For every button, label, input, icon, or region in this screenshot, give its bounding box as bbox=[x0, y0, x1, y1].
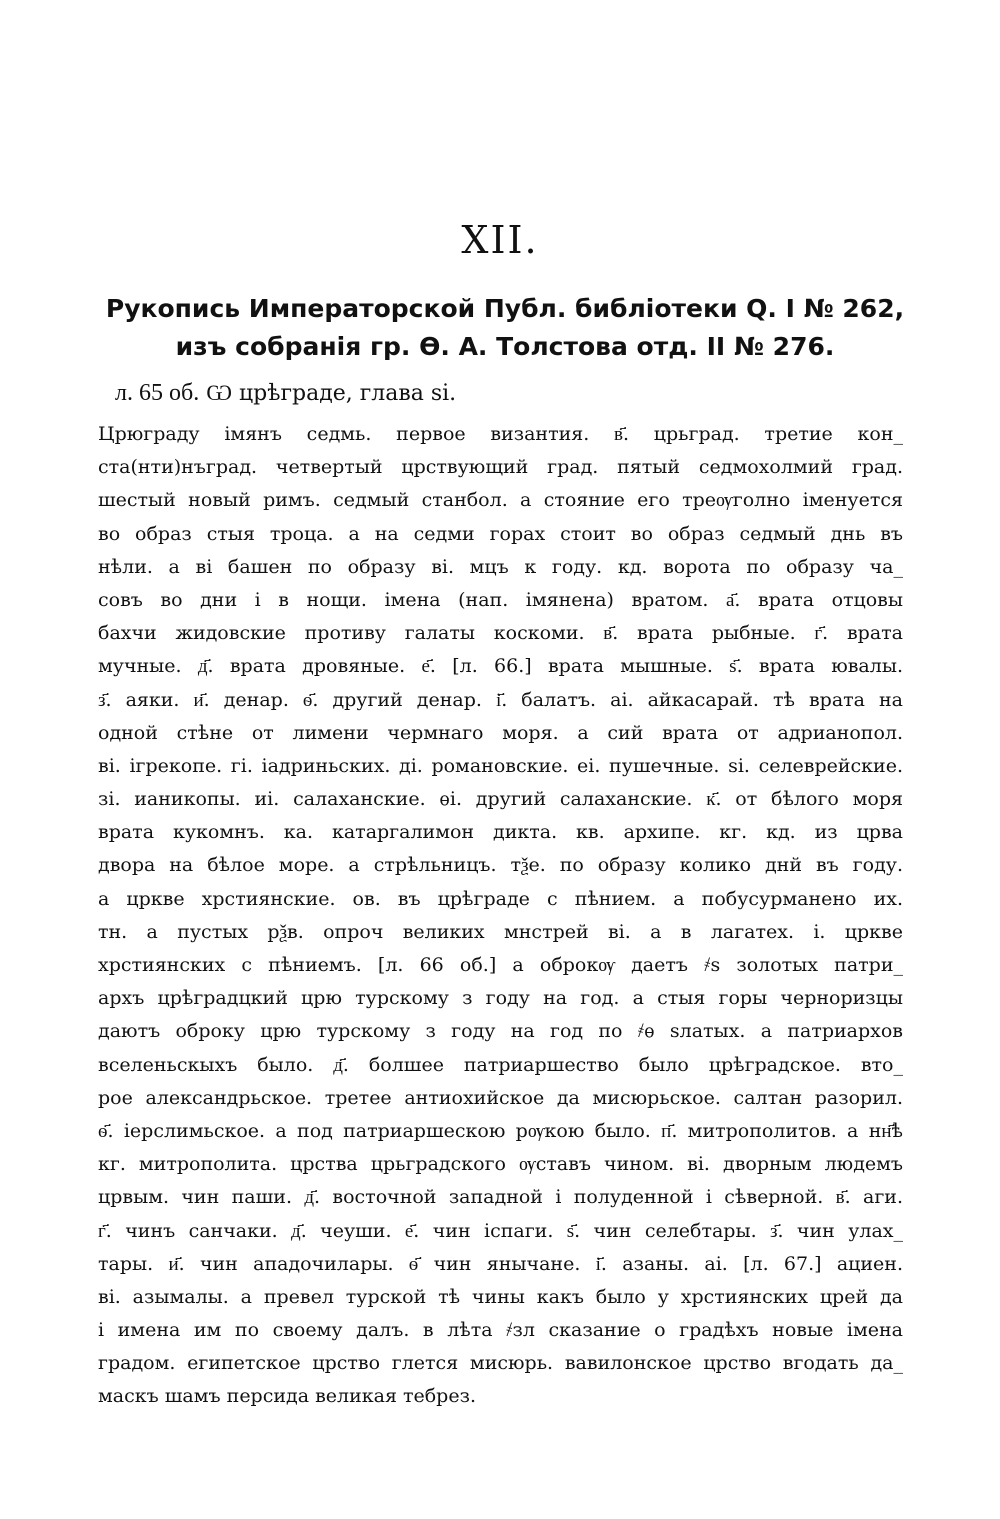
text-line: зі. ианикопы. иі. салаханские. ѳі. другий салаханские. к҃. от бѣлого моря bbox=[98, 788, 903, 811]
text-line: врата кукомнъ. ка. катаргалимон дикта. кв. архипе. кг. кд. из црва bbox=[98, 821, 903, 844]
text-line: совъ во дни і в нощи. імена (нап. імянена) вратом. а҃. врата отцовы bbox=[98, 588, 903, 611]
text-line: ста(нти)нъград. четвертый црствующий град. пятый седмохолмий град. bbox=[98, 456, 903, 479]
manuscript-heading bbox=[90, 290, 920, 366]
text-line: кг. митрополита. црства црьградского ѹставъ чином. ві. дворным людемъ bbox=[98, 1153, 903, 1176]
text-line: бахчи жидовские противу галаты коскоми. в҃. врата рыбные. г҃. врата bbox=[98, 622, 903, 645]
folio-reference: л. 65 об. bbox=[115, 380, 200, 406]
text-line: ві. ігрекопе. гі. іадриньских. ді. романовские. еі. пушечные. ѕі. селеврейские. bbox=[98, 754, 903, 777]
text-line: даютъ оброку црю турскому з году на год по ҂ѳ ѕлатых. а патриархов bbox=[98, 1020, 903, 1043]
text-line: двора на бѣлое море. а стрѣльницъ. тѯе. по образу колико днй въ году. bbox=[98, 854, 903, 877]
manuscript-text bbox=[98, 418, 903, 1414]
text-line: хрстиянских с пѣниемъ. [л. 66 об.] а оброкѹ даетъ ҂ѕ золотых патри_ bbox=[98, 954, 903, 976]
text-line: тн. а пустых рѯв. опроч великих мнстрей ві. а в лагатех. і. цркве bbox=[98, 920, 903, 943]
text-line: Црюграду імянъ седмь. первое византия. в҃. црьград. третие кон_ bbox=[98, 423, 903, 445]
text-line: шестый новый римъ. седмый станбол. а стояние его треѹголно іменуется bbox=[98, 489, 903, 512]
text-line: і имена им по своему далъ. в лѣта ҂зл сказание о градѣхъ новые імена bbox=[98, 1319, 903, 1342]
chapter-number: XII. bbox=[461, 218, 539, 262]
text-line: мучные. д҃. врата дровяные. е҃. [л. 66.] врата мышные. ѕ҃. врата ювалы. bbox=[98, 655, 903, 678]
text-line: рое александрьское. третее антиохийское да мисюрьское. салтан разорил. bbox=[98, 1086, 903, 1109]
text-line: вселеньскыхъ было. д҃. болшее патриаршество было црѣградское. вто_ bbox=[98, 1053, 903, 1076]
text-line: архъ црѣградцкий црю турскому з году на год. а стыя горы черноризцы bbox=[98, 987, 903, 1010]
text-line: црвым. чин паши. д҃. восточной западной і полуденной і сѣверной. в҃. аги. bbox=[98, 1186, 903, 1209]
text-line: ві. азымалы. а превел турской тѣ чины какъ было у хрстиянских црей да bbox=[98, 1285, 903, 1308]
heading-line: Рукопись Императорской Публ. библіотеки Q. I № 262, bbox=[105, 294, 905, 323]
text-line: маскъ шамъ персида великая тебрез. bbox=[98, 1385, 476, 1408]
text-line: з҃. аяки. и҃. денар. ѳ҃. другий денар. і҃. балатъ. аі. айкасарай. тѣ врата на bbox=[98, 688, 903, 711]
text-line: а цркве хрстиянские. ов. въ црѣграде с пѣнием. а побусурманено их. bbox=[98, 887, 903, 910]
heading-line: изъ собранія гр. Ѳ. А. Толстова отд. II № 276. bbox=[175, 332, 835, 361]
section-subheading bbox=[115, 380, 456, 407]
text-line: нѣли. а ві башен по образу ві. мцъ к году. кд. ворота по образу ча_ bbox=[98, 555, 903, 578]
text-line: ѳ҃. іерслимьское. а под патриаршескою рѹкою было. п҃. митрополитов. а нн҃ѣ bbox=[98, 1119, 903, 1142]
text-line: градом. египетское црство глется мисюрь. вавилонское црство вгодать да_ bbox=[98, 1352, 903, 1375]
text-line: г҃. чинъ санчаки. д҃. чеуши. е҃. чин іспаги. ѕ҃. чин селебтары. з҃. чин улах_ bbox=[98, 1219, 903, 1242]
text-line: во образ стыя троца. а на седми горах стоит во образ седмый днь въ bbox=[98, 522, 903, 545]
text-line: тары. и҃. чин ападочилары. ѳ҃ чин янычане. і҃. азаны. аі. [л. 67.] ациен. bbox=[98, 1252, 903, 1275]
text-line: одной стѣне от лимени чермнаго моря. а сий врата от адрианопол. bbox=[98, 721, 903, 744]
section-title: Ѡ црѣграде, глава ѕі. bbox=[206, 381, 457, 406]
